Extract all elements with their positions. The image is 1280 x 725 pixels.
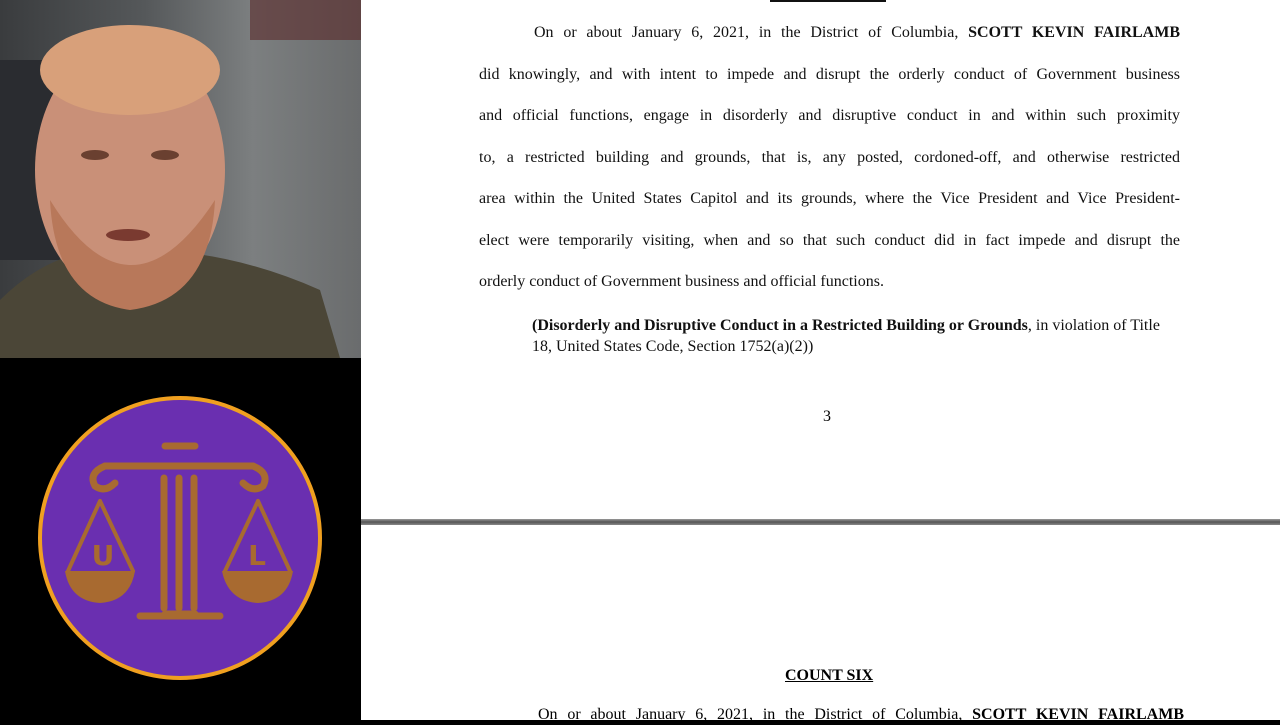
logo-letter-u: U (91, 539, 115, 572)
page-number: 3 (823, 408, 831, 425)
paragraph-line: On or about January 6, 2021, in the District of Columbia, SCOTT KEVIN FAIRLAMB (534, 24, 1181, 41)
page-separator (361, 519, 1280, 525)
logo-letter-l: L (248, 539, 266, 572)
paragraph-line: and official functions, engage in disorderly and disruptive conduct in and within such proximity (479, 107, 1180, 124)
presenter-video (0, 0, 361, 358)
statute-citation: (Disorderly and Disruptive Conduct in a Restricted Building or Grounds, in violation of Title 18, United States Code, Section 1752(a)(2)) (532, 317, 1160, 355)
webcam-feed (0, 0, 361, 358)
channel-logo-panel (0, 358, 361, 720)
paragraph-line: to, a restricted building and grounds, that is, any posted, cordoned-off, and otherwise restricted (479, 149, 1180, 166)
paragraph-line: area within the United States Capitol and its grounds, where the Vice President and Vice President- (479, 190, 1180, 207)
paragraph-line: did knowingly, and with intent to impede and disrupt the orderly conduct of Government business (479, 66, 1180, 83)
paragraph-line: elect were temporarily visiting, when and so that such conduct did in fact impede and disrupt the (479, 232, 1180, 249)
count-heading: COUNT SIX (785, 667, 874, 684)
paragraph-line: On or about January 6, 2021, in the District of Columbia, SCOTT KEVIN FAIRLAMB (538, 706, 1185, 723)
paragraph-line: orderly conduct of Government business and official functions. (479, 273, 884, 290)
heading-underline (770, 0, 886, 2)
scales-of-justice-logo (0, 358, 361, 720)
document-viewer[interactable] (361, 0, 1280, 723)
